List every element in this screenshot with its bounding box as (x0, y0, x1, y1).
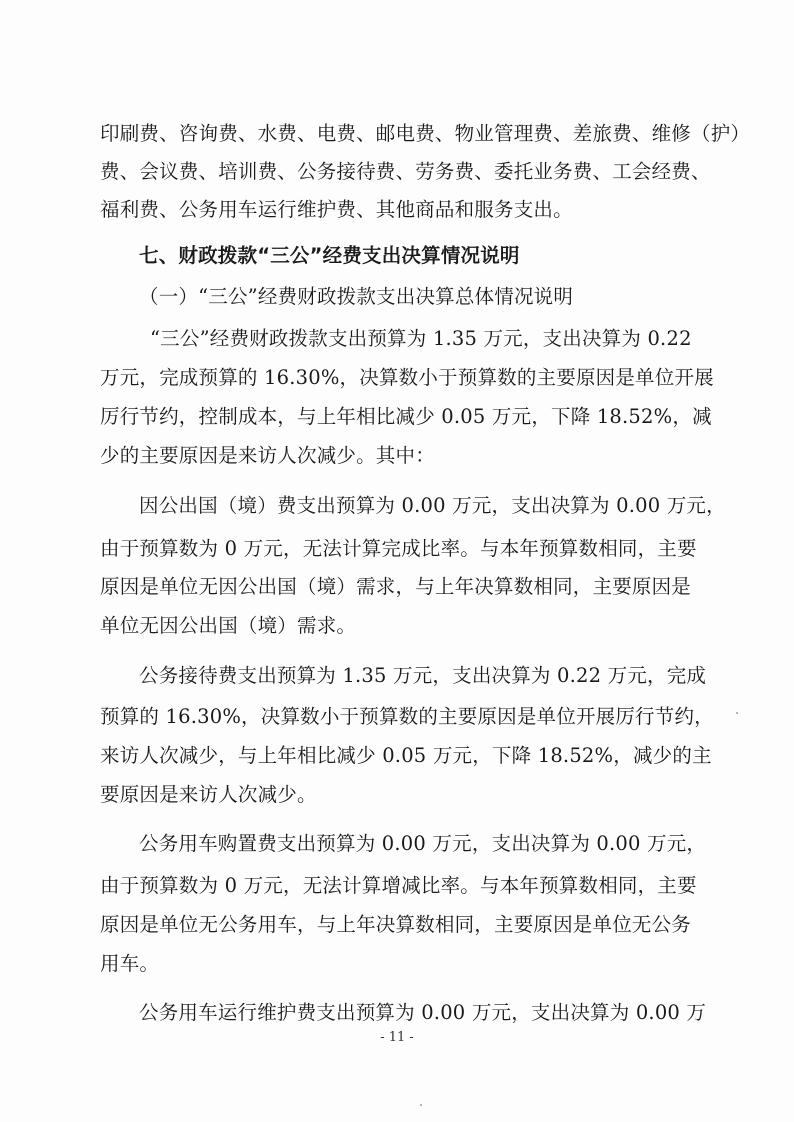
body-line: 公务用车运行维护费支出预算为 0.00 万元，支出决算为 0.00 万 (139, 1001, 707, 1024)
body-line: 公务接待费支出预算为 1.35 万元，支出决算为 0.22 万元，完成 (139, 664, 707, 687)
page-number: - 11 - (380, 1030, 414, 1045)
body-line: 用车。 (100, 952, 160, 975)
body-line: 公务用车购置费支出预算为 0.00 万元，支出决算为 0.00 万元， (139, 832, 707, 855)
body-line: 因公出国（境）费支出预算为 0.00 万元，支出决算为 0.00 万元， (139, 494, 726, 517)
body-line: 福利费、公务用车运行维护费、其他商品和服务支出。 (100, 198, 573, 221)
section-heading: 七、财政拨款“三公”经费支出决算情况说明 (139, 244, 520, 267)
body-line: 要原因是来访人次减少。 (100, 783, 317, 806)
body-line: 由于预算数为 0 万元，无法计算增减比率。与本年预算数相同，主要 (100, 874, 697, 897)
body-line: 单位无因公出国（境）需求。 (100, 614, 357, 637)
body-line: “三公”经费财政拨款支出预算为 1.35 万元，支出决算为 0.22 (150, 327, 692, 350)
body-line: 厉行节约，控制成本，与上年相比减少 0.05 万元，下降 18.52%，减 (100, 405, 712, 428)
body-line: 预算的 16.30%，决算数小于预算数的主要原因是单位开展厉行节约， (100, 705, 714, 728)
body-line: 万元，完成预算的 16.30%，决算数小于预算数的主要原因是单位开展 (100, 366, 714, 389)
body-line: 来访人次减少，与上年相比减少 0.05 万元，下降 18.52%，减少的主 (100, 744, 712, 767)
subsection-heading: （一）“三公”经费财政拨款支出决算总体情况说明 (139, 285, 574, 308)
body-line: 原因是单位无因公出国（境）需求，与上年决算数相同，主要原因是 (100, 575, 692, 598)
body-line: 原因是单位无公务用车，与上年决算数相同，主要原因是单位无公务 (100, 913, 692, 936)
scan-speck (420, 1104, 422, 1106)
scan-speck (736, 712, 738, 714)
body-line: 少的主要原因是来访人次减少。其中： (100, 444, 435, 467)
body-line: 印刷费、咨询费、水费、电费、邮电费、物业管理费、差旅费、维修（护） (100, 122, 751, 145)
body-line: 费、会议费、培训费、公务接待费、劳务费、委托业务费、工会经费、 (100, 160, 711, 183)
body-line: 由于预算数为 0 万元，无法计算完成比率。与本年预算数相同，主要 (100, 537, 697, 560)
